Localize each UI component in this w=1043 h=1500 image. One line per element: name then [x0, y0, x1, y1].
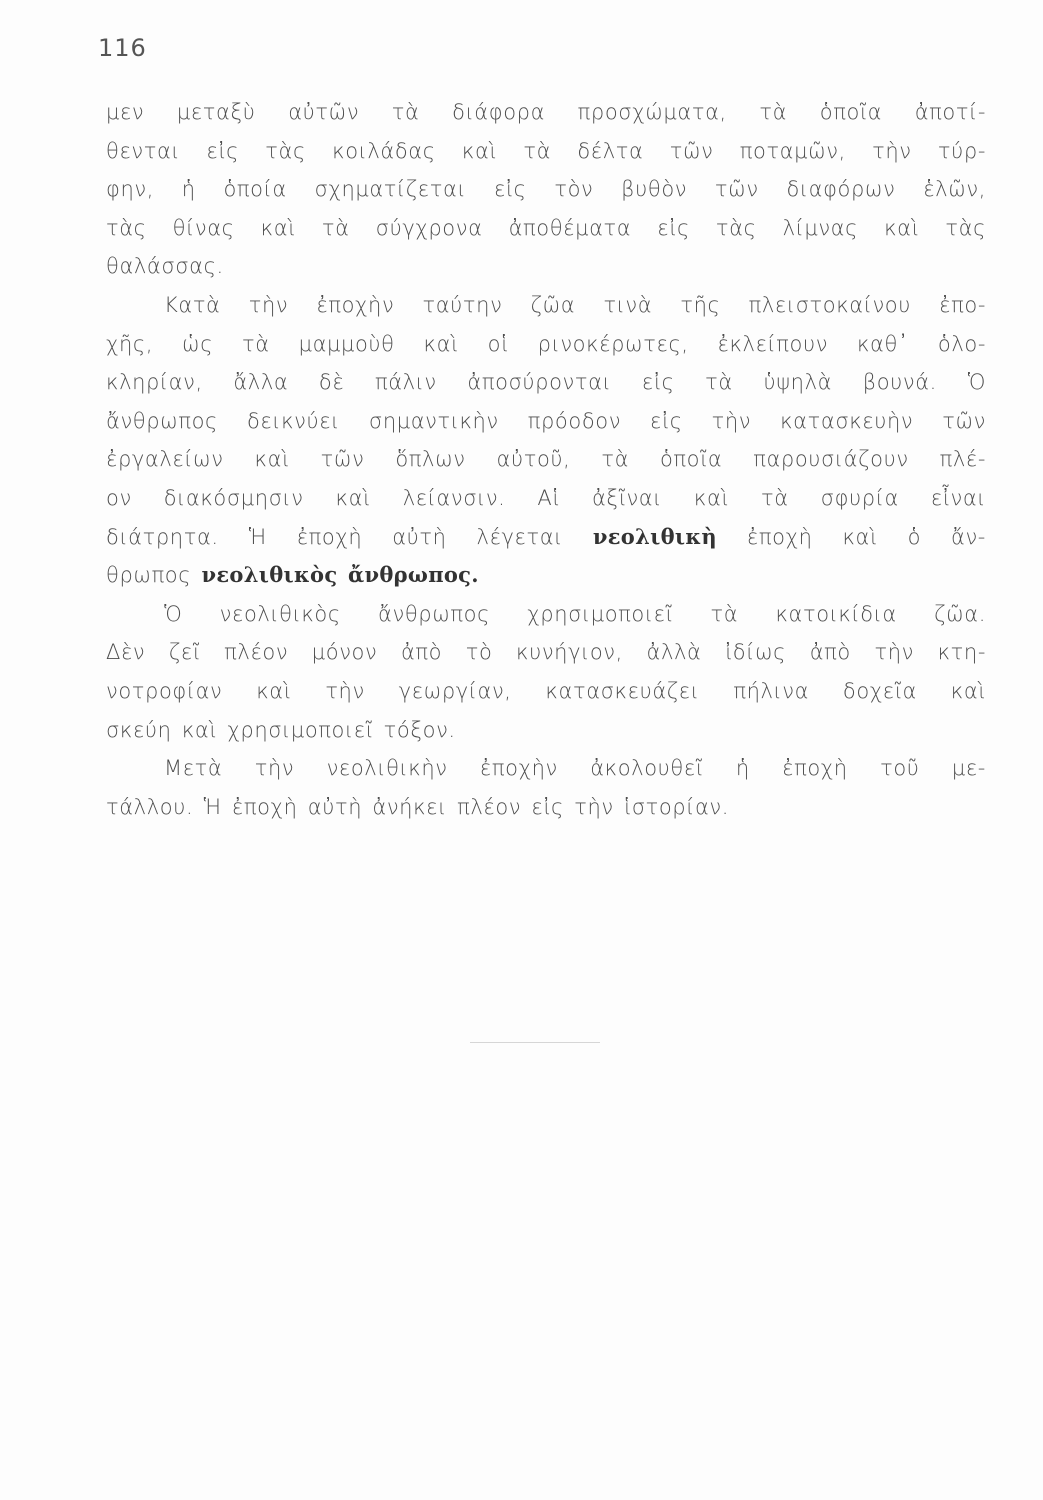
- text-fragment: ἐποχὴ καὶ ὁ ἄν-: [716, 524, 986, 549]
- text-line: σκεύη καὶ χρησιμοποιεῖ τόξον.: [106, 717, 456, 742]
- text-line: ἄνθρωπος δεικνύει σημαντικὴν πρόοδον εἰς τὴν κατασκευὴν τῶν: [106, 408, 986, 433]
- text-line: [106, 556, 986, 595]
- text-line: φην, ἡ ὁποία σχηματίζεται εἰς τὸν βυθὸν τῶν διαφόρων ἑλῶν,: [106, 177, 986, 202]
- text-line: Κατὰ τὴν ἐποχὴν ταύτην ζῶα τινὰ τῆς πλειστοκαίνου ἐπο-: [164, 292, 986, 317]
- bold-term: νεολιθικὴ: [592, 523, 717, 549]
- text-line: θενται εἰς τὰς κοιλάδας καὶ τὰ δέλτα τῶν ποταμῶν, τὴν τύρ-: [106, 138, 986, 163]
- text-fragment: θρωπος: [106, 563, 202, 588]
- text-line: θαλάσσας.: [106, 254, 224, 279]
- bold-term: νεολιθικὸς ἄνθρωπος.: [201, 562, 479, 588]
- text-line: μεν μεταξὺ αὐτῶν τὰ διάφορα προσχώματα, τὰ ὁποῖα ἀποτί-: [106, 100, 986, 124]
- text-fragment: διάτρητα. Ἡ ἐποχὴ αὐτὴ λέγεται: [106, 524, 593, 549]
- text-line: ἐργαλείων καὶ τῶν ὅπλων αὐτοῦ, τὰ ὁποῖα παρουσιάζουν πλέ-: [106, 447, 986, 472]
- text-line: κληρίαν, ἄλλα δὲ πάλιν ἀποσύρονται εἰς τὰ ὑψηλὰ βουνά. Ὁ: [106, 370, 986, 395]
- text-line: Δὲν ζεῖ πλέον μόνον ἀπὸ τὸ κυνήγιον, ἀλλὰ ἰδίως ἀπὸ τὴν κτη-: [106, 640, 986, 665]
- text-line: χῆς, ὡς τὰ μαμμοὺθ καὶ οἱ ρινοκέρωτες, ἐκλείπουν καθ᾽ ὁλο-: [106, 331, 986, 356]
- text-line: [106, 518, 986, 557]
- text-line: τάλλου. Ἡ ἐποχὴ αὐτὴ ἀνήκει πλέον εἰς τὴν ἱστορίαν.: [106, 794, 730, 819]
- faint-rule: [470, 1042, 600, 1043]
- text-line: Μετὰ τὴν νεολιθικὴν ἐποχὴν ἀκολουθεῖ ἡ ἐποχὴ τοῦ με-: [164, 756, 986, 781]
- text-line: ον διακόσμησιν καὶ λείανσιν. Αἱ ἀξῖναι καὶ τὰ σφυρία εἶναι: [106, 485, 986, 510]
- text-line: Ὁ νεολιθικὸς ἄνθρωπος χρησιμοποιεῖ τὰ κατοικίδια ζῶα.: [164, 601, 986, 626]
- body-text: [106, 93, 986, 826]
- text-line: τὰς θίνας καὶ τὰ σύγχρονα ἀποθέματα εἰς τὰς λίμνας καὶ τὰς: [106, 215, 986, 240]
- text-line: νοτροφίαν καὶ τὴν γεωργίαν, κατασκευάζει πήλινα δοχεῖα καὶ: [106, 678, 986, 703]
- page-number: 116: [98, 34, 147, 62]
